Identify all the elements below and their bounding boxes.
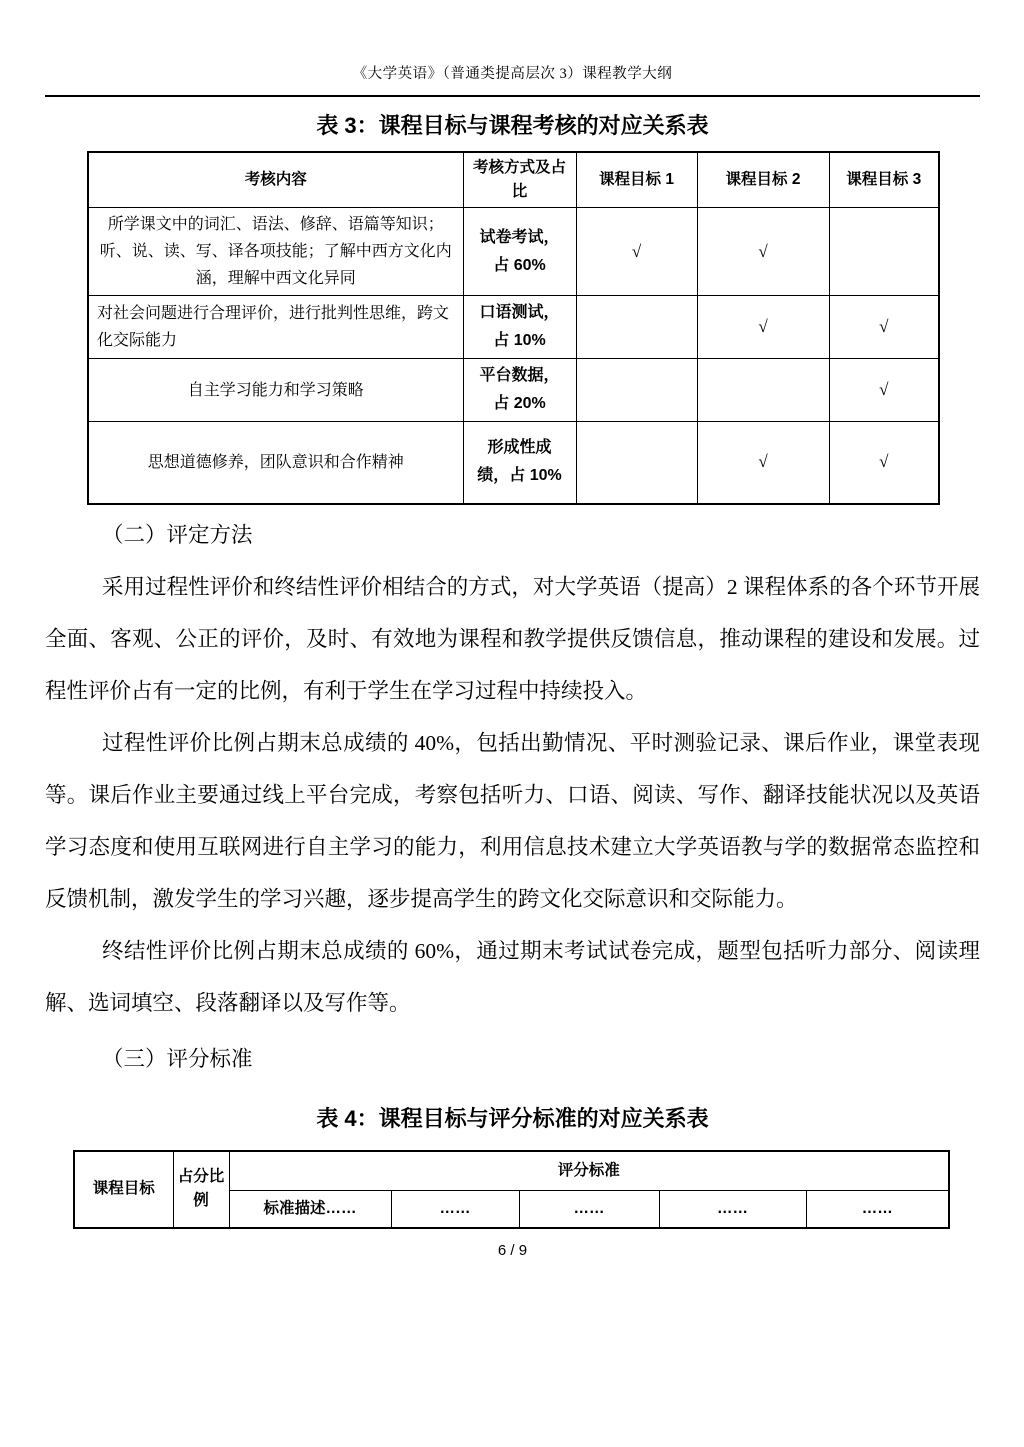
table4-caption: 表 4：课程目标与评分标准的对应关系表	[316, 1105, 709, 1131]
paragraph-formative-evaluation: 过程性评价比例占期末总成绩的 40%，包括出勤情况、平时测验记录、课后作业，课堂表现等。课后作业主要通过线上平台完成，考察包括听力、口语、阅读、写作、翻译技能状况以及英语学习态度和使用互联网进行自主学习的能力，利用信息技术建立大学英语教与学的数据常态监控和反馈机制，激发学生的学习兴趣，逐步提高学生的跨文化交际意识和交际能力。	[45, 730, 980, 911]
assessment-method-cell: 平台数据，占 20%	[463, 359, 576, 422]
assessment-method-cell: 口语测试，占 10%	[463, 296, 576, 359]
goal1-check-cell	[576, 422, 697, 504]
goal2-check-cell: √	[697, 296, 829, 359]
assessment-content-cell: 对社会问题进行合理评价，进行批判性思维，跨文化交际能力	[88, 296, 463, 359]
table4-header-score-ratio: 占分比例	[173, 1151, 229, 1228]
standard-description-cell: 标准描述……	[229, 1191, 391, 1228]
table3-header-goal2: 课程目标 2	[697, 152, 829, 208]
assessment-method-cell: 试卷考试，占 60%	[463, 208, 576, 296]
goal3-check-cell: √	[829, 422, 939, 504]
standard-placeholder-cell: ……	[519, 1191, 659, 1228]
assessment-content-cell: 思想道德修养，团队意识和合作精神	[88, 422, 463, 504]
goal1-check-cell	[576, 296, 697, 359]
goal1-check-cell	[576, 359, 697, 422]
paragraph-summative-evaluation: 终结性评价比例占期末总成绩的 60%，通过期末考试试卷完成，题型包括听力部分、阅读理解、选词填空、段落翻译以及写作等。	[45, 938, 980, 1015]
table3-assessment-mapping	[87, 151, 940, 505]
table3-row	[88, 208, 939, 296]
assessment-content-cell: 自主学习能力和学习策略	[88, 359, 463, 422]
table3-header-content: 考核内容	[88, 152, 463, 208]
assessment-method-cell: 形成性成绩，占 10%	[463, 422, 576, 504]
table3-row	[88, 422, 939, 504]
table3-header-row	[88, 152, 939, 208]
goal2-check-cell	[697, 359, 829, 422]
document-title: 《大学英语》（普通类提高层次 3）课程教学大纲	[352, 66, 673, 82]
section-heading-evaluation-method: （二）评定方法	[102, 522, 253, 547]
table4-header-row	[74, 1151, 949, 1191]
section-heading-scoring-standard: （三）评分标准	[102, 1046, 253, 1071]
table3-caption: 表 3：课程目标与课程考核的对应关系表	[316, 113, 709, 138]
goal2-check-cell: √	[697, 422, 829, 504]
paragraph-evaluation-overview: 采用过程性评价和终结性评价相结合的方式，对大学英语（提高）2 课程体系的各个环节开展全面、客观、公正的评价，及时、有效地为课程和教学提供反馈信息，推动课程的建设和发展。过程性评价占有一定的比例，有利于学生在学习过程中持续投入。	[45, 574, 980, 703]
page-number: 6 / 9	[497, 1241, 528, 1259]
table3-header-method: 考核方式及占比	[463, 152, 576, 208]
table4-scoring-standard-mapping	[73, 1150, 950, 1229]
table3-row	[88, 359, 939, 422]
table3-row	[88, 296, 939, 359]
standard-placeholder-cell: ……	[806, 1191, 949, 1228]
goal3-check-cell: √	[829, 296, 939, 359]
standard-placeholder-cell: ……	[391, 1191, 519, 1228]
table4-header-scoring-standard: 评分标准	[229, 1151, 949, 1191]
running-header	[45, 62, 980, 97]
goal2-check-cell: √	[697, 208, 829, 296]
goal3-check-cell	[829, 208, 939, 296]
goal3-check-cell: √	[829, 359, 939, 422]
table3-header-goal1: 课程目标 1	[576, 152, 697, 208]
table3-header-goal3: 课程目标 3	[829, 152, 939, 208]
goal1-check-cell: √	[576, 208, 697, 296]
standard-placeholder-cell: ……	[659, 1191, 806, 1228]
assessment-content-cell: 所学课文中的词汇、语法、修辞、语篇等知识；听、说、读、写、译各项技能；了解中西方文化内涵，理解中西文化异同	[88, 208, 463, 296]
table4-header-course-goal: 课程目标	[74, 1151, 173, 1228]
